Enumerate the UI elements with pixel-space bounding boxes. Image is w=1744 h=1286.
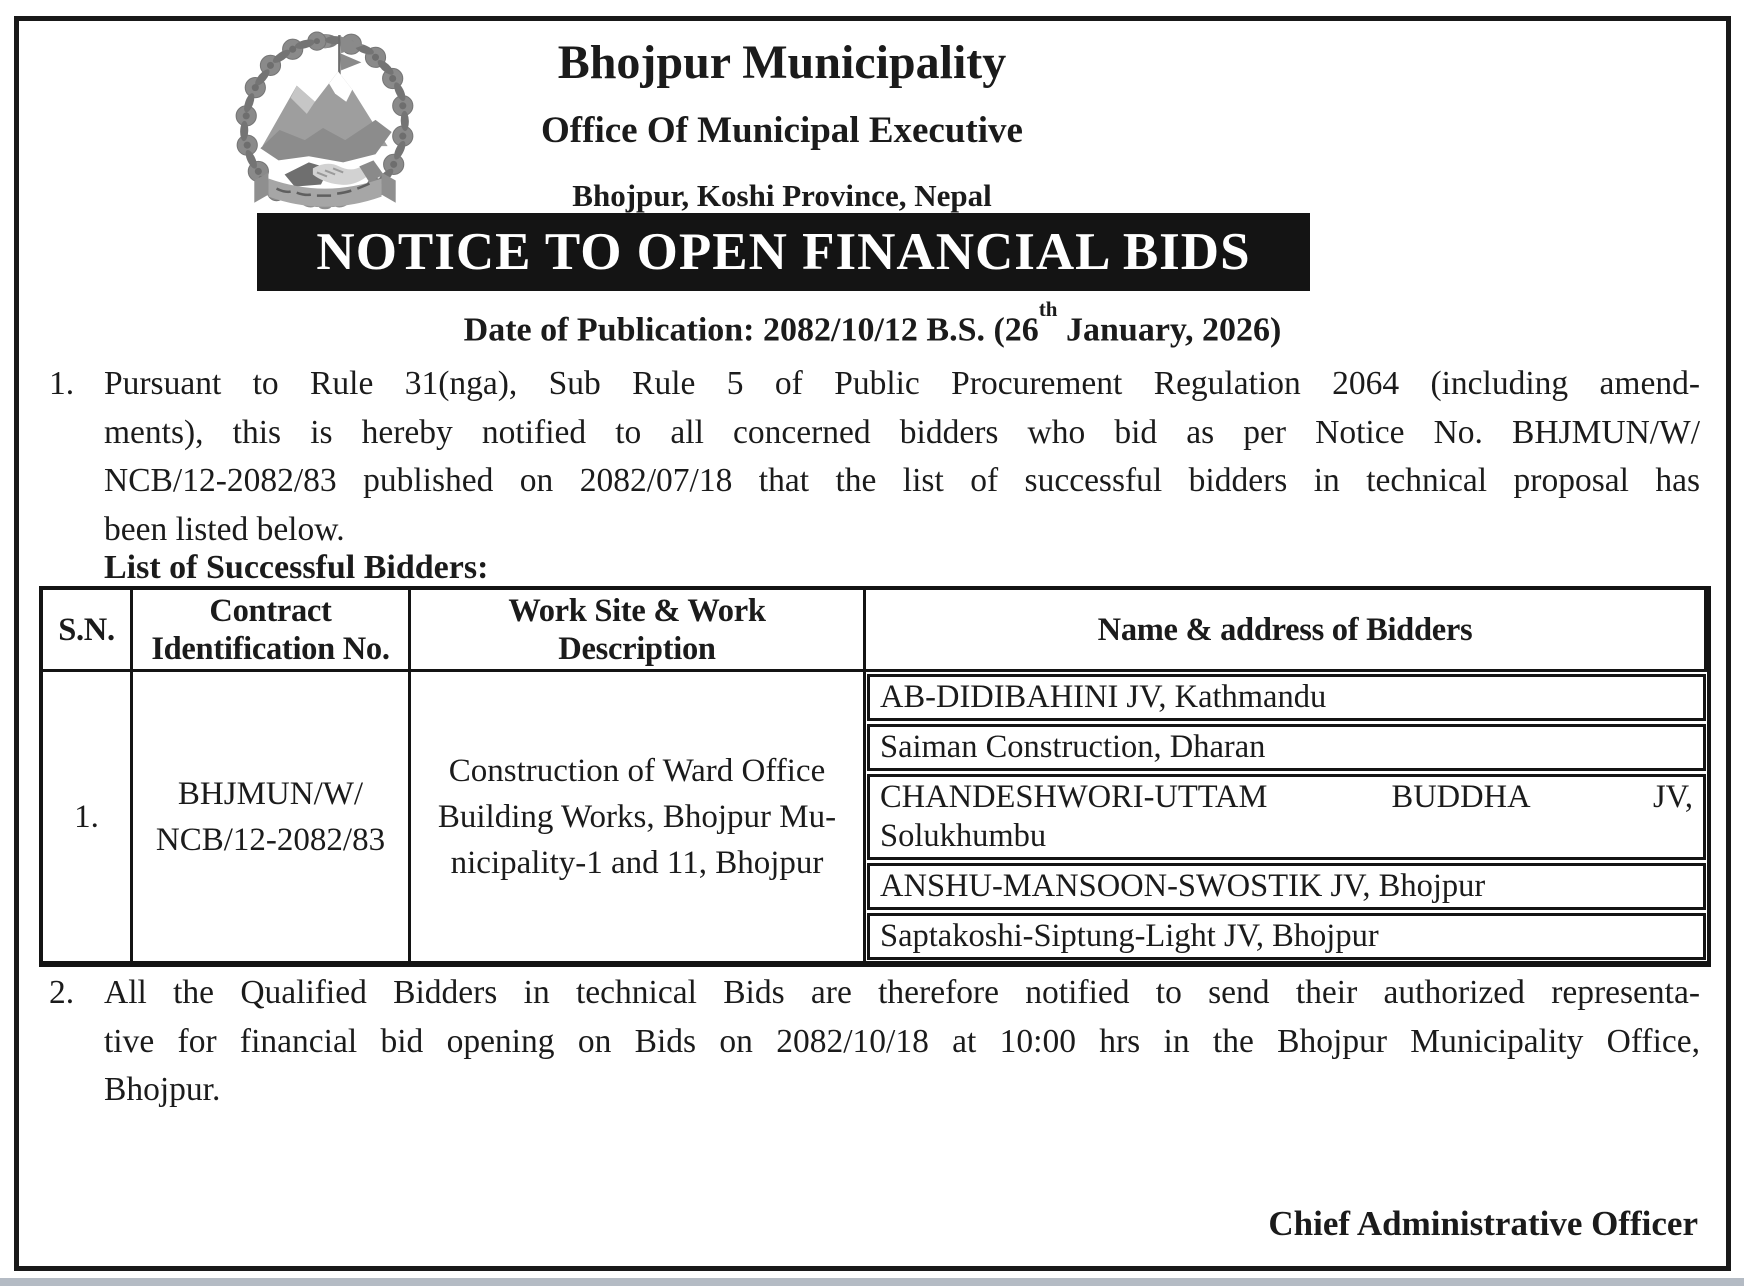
clause-line: tive for financial bid opening on Bids on 2082/10/18 at 10:00 hrs in the Bhojpur Municipality Office,: [104, 1022, 1700, 1060]
bidder-item: ANSHU-MANSOON-SWOSTIK JV, Bhojpur: [867, 863, 1706, 910]
bidder-item: Saiman Construction, Dharan: [867, 724, 1706, 771]
notice-page: [14, 16, 1731, 1271]
office-subtitle: Office Of Municipal Executive: [541, 110, 1023, 151]
clause-line: NCB/12-2082/83 published on 2082/07/18 that the list of successful bidders in technical proposal has: [104, 462, 1700, 499]
clause-line: All the Qualified Bidders in technical Bids are therefore notified to send their authorized representa-: [104, 974, 1700, 1011]
col-header-bidders: Name & address of Bidders: [866, 590, 1707, 672]
scan-edge-strip: [0, 1278, 1744, 1286]
ordinal-superscript: th: [1038, 297, 1058, 321]
cell-sn: 1.: [43, 672, 133, 961]
clause-line: Bhojpur.: [104, 1071, 221, 1108]
cell-bidders: [866, 672, 1707, 961]
clause-line: Pursuant to Rule 31(nga), Sub Rule 5 of Public Procurement Regulation 2064 (including amend-: [104, 365, 1700, 402]
clause-number: 1.: [49, 365, 75, 402]
bidder-item: Saptakoshi-Siptung-Light JV, Bhojpur: [867, 913, 1706, 960]
col-header-sn: S.N.: [43, 590, 133, 672]
bidders-table: [39, 586, 1711, 967]
notice-banner: NOTICE TO OPEN FINANCIAL BIDS: [257, 213, 1310, 291]
bidder-item: CHANDESHWORI-UTTAM BUDDHA JV, Solukhumbu: [867, 774, 1706, 860]
col-header-work: Work Site & Work Description: [411, 590, 866, 672]
publication-date: Date of Publication: 2082/10/12 B.S. (26th January, 2026): [463, 297, 1282, 349]
col-header-contract: Contract Identification No.: [133, 590, 411, 672]
list-heading: List of Successful Bidders:: [104, 549, 489, 586]
clause-line: been listed below.: [104, 510, 345, 548]
page-title: Bhojpur Municipality: [557, 36, 1007, 89]
bidder-item: AB-DIDIBAHINI JV, Kathmandu: [867, 674, 1706, 721]
clause-number: 2.: [49, 974, 75, 1011]
office-address: Bhojpur, Koshi Province, Nepal: [572, 178, 992, 213]
clause-line: ments), this is hereby notified to all concerned bidders who bid as per Notice No. BHJMUN/W/: [104, 413, 1700, 451]
cell-work-description: Construction of Ward Office Building Works, Bhojpur Mu- nicipality-1 and 11, Bhojpur: [411, 672, 866, 961]
signature-title: Chief Administrative Officer: [1268, 1204, 1698, 1243]
cell-contract-id: BHJMUN/W/ NCB/12-2082/83: [133, 672, 411, 961]
